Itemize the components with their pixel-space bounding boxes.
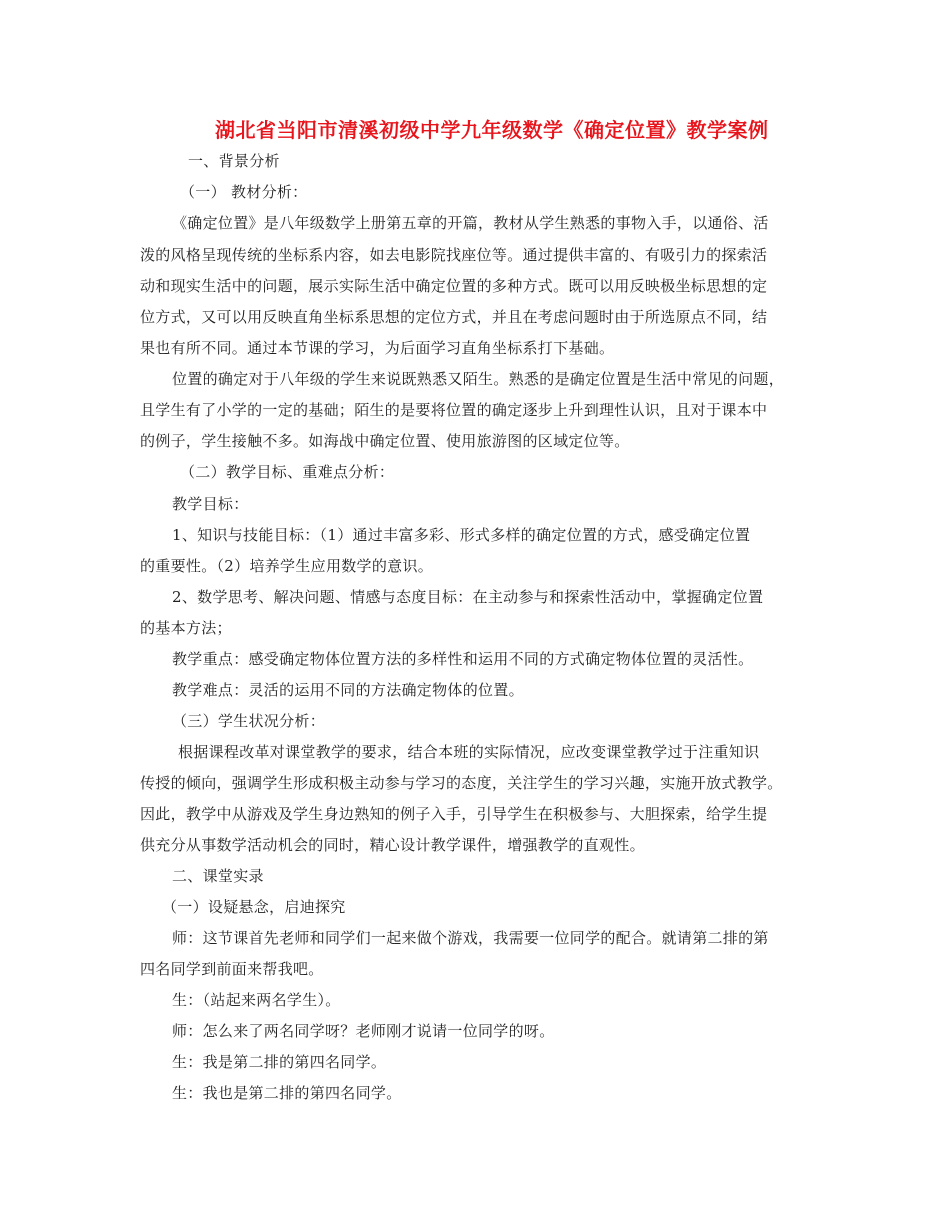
paragraph-line: 供充分从事数学活动机会的同时，精心设计教学课件，增强教学的直观性。 [140, 836, 645, 854]
paragraph-line: 果也有所不同。通过本节课的学习，为后面学习直角坐标系打下基础。 [140, 339, 615, 357]
paragraph-line: 位方式，又可以用反映直角坐标系思想的定位方式，并且在考虑问题时由于所选原点不同，结 [140, 308, 768, 326]
paragraph-line: 位置的确定对于八年级的学生来说既熟悉又陌生。熟悉的是确定位置是生活中常见的问题， [172, 370, 785, 388]
dialogue-line: 四名同学到前面来帮我吧。 [140, 960, 324, 978]
dialogue-line: 生：（站起来两名学生）。 [172, 991, 341, 1009]
section-heading-classroom: 二、课堂实录 [172, 867, 264, 885]
document-title: 湖北省当阳市清溪初级中学九年级数学《确定位置》教学案例 [215, 118, 769, 142]
dialogue-line: 生：我也是第二排的第四名同学。 [172, 1084, 402, 1102]
paragraph-line: 因此，教学中从游戏及学生身边熟知的例子入手，引导学生在积极参与、大胆探索，给学生提 [140, 805, 768, 823]
paragraph-line: 教学目标： [172, 495, 249, 513]
paragraph-line: 《确定位置》是八年级数学上册第五章的开篇，教材从学生熟悉的事物入手，以通俗、活 [172, 214, 769, 232]
subsection-heading-goals: （二）教学目标、重难点分析： [180, 463, 395, 481]
paragraph-line: 2、数学思考、解决问题、情感与态度目标：在主动参与和探索性活动中，掌握确定位置 [172, 588, 764, 606]
paragraph-line: 教学难点：灵活的运用不同的方法确定物体的位置。 [172, 681, 524, 699]
dialogue-line: 师：怎么来了两名同学呀？老师刚才说请一位同学的呀。 [172, 1022, 555, 1040]
subsection-heading-textbook: （一） 教材分析： [180, 183, 308, 201]
paragraph-line: 的例子，学生接触不多。如海战中确定位置、使用旅游图的区域定位等。 [140, 432, 630, 450]
paragraph-line: 动和现实生活中的问题，展示实际生活中确定位置的多种方式。既可以用反映极坐标思想的定 [140, 277, 768, 295]
subsection-heading-suspense: （一）设疑悬念，启迪探究 [162, 898, 346, 916]
subsection-heading-students: （三）学生状况分析： [172, 712, 326, 730]
dialogue-line: 生：我是第二排的第四名同学。 [172, 1053, 387, 1071]
paragraph-line: 的重要性。（2）培养学生应用数学的意识。 [140, 557, 434, 575]
paragraph-line: 根据课程改革对课堂教学的要求，结合本班的实际情况，应改变课堂教学过于注重知识 [178, 743, 760, 761]
paragraph-line: 且学生有了小学的一定的基础；陌生的是要将位置的确定逐步上升到理性认识，且对于课本中 [140, 401, 768, 419]
paragraph-line: 教学重点：感受确定物体位置方法的多样性和运用不同的方式确定物体位置的灵活性。 [172, 650, 754, 668]
paragraph-line: 1、知识与技能目标：（1）通过丰富多彩、形式多样的确定位置的方式，感受确定位置 [172, 526, 751, 544]
paragraph-line: 泼的风格呈现传统的坐标系内容，如去电影院找座位等。通过提供丰富的、有吸引力的探索活 [140, 246, 768, 264]
dialogue-line: 师：这节课首先老师和同学们一起来做个游戏，我需要一位同学的配合。就请第二排的第 [172, 929, 769, 947]
section-heading-background: 一、背景分析 [188, 152, 280, 170]
paragraph-line: 传授的倾向，强调学生形成积极主动参与学习的态度，关注学生的学习兴趣，实施开放式教学。 [140, 774, 783, 792]
paragraph-line: 的基本方法； [140, 619, 232, 637]
